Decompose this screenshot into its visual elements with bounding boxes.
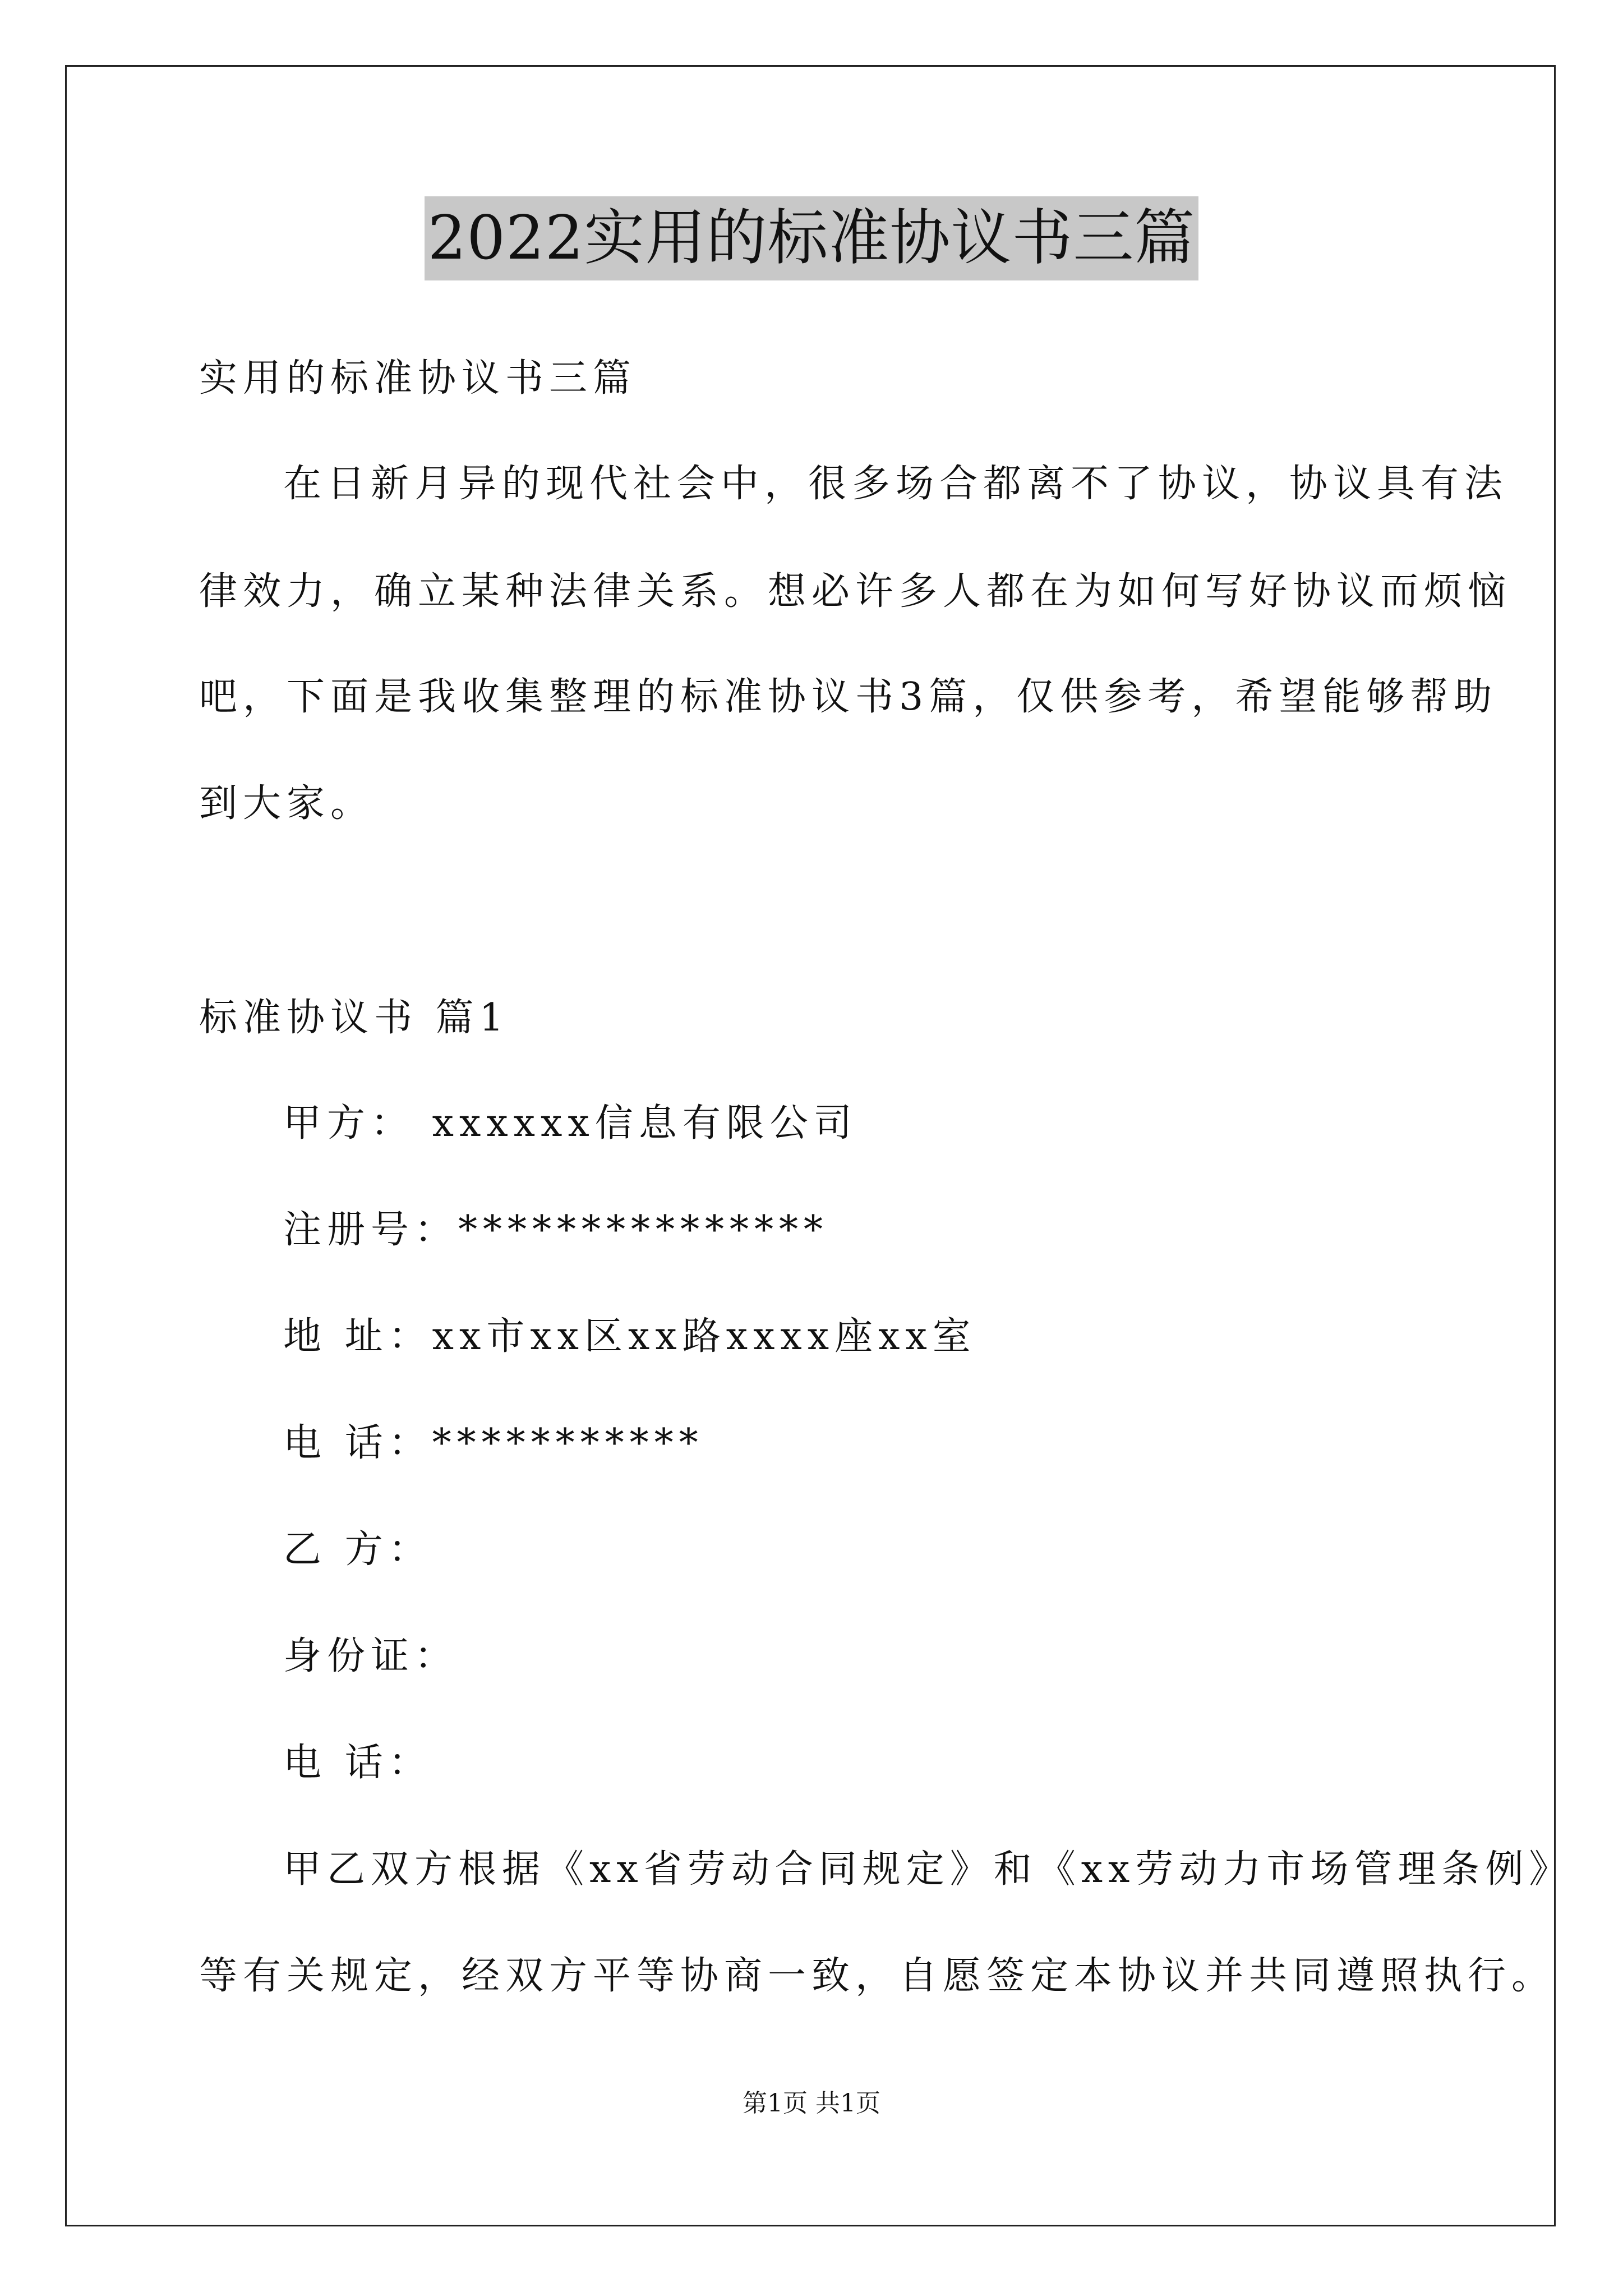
section-heading: 标准协议书 篇1 [199, 996, 509, 1040]
intro-line-1: 在日新月异的现代社会中，很多场合都离不了协议，协议具有法 [283, 462, 1509, 506]
phone-b-line: 电 话： [283, 1741, 432, 1785]
id-card-line: 身份证： [283, 1634, 459, 1678]
party-a-line: 甲方： xxxxxx信息有限公司 [283, 1101, 857, 1145]
title-container [0, 196, 1623, 280]
intro-line-2: 律效力，确立某种法律关系。想必许多人都在为如何写好协议而烦恼 [199, 569, 1512, 614]
registration-line: 注册号：*************** [283, 1208, 829, 1252]
party-b-line: 乙 方： [283, 1527, 432, 1572]
intro-line-4: 到大家。 [199, 781, 375, 826]
document-subtitle: 实用的标准协议书三篇 [199, 356, 637, 401]
agreement-line-1: 甲乙双方根据《xx省劳动合同规定》和《xx劳动力市场管理条例》 [283, 1847, 1573, 1892]
address-line: 地 址：xx市xx区xx路xxxx座xx室 [283, 1314, 976, 1359]
intro-line-3: 吧，下面是我收集整理的标准协议书3篇，仅供参考，希望能够帮助 [199, 675, 1498, 719]
phone-a-line: 电 话：*********** [283, 1421, 704, 1465]
document-title: 2022实用的标准协议书三篇 [425, 196, 1199, 280]
agreement-line-2: 等有关规定，经双方平等协商一致，自愿签定本协议并共同遵照执行。 [199, 1954, 1556, 1998]
page-footer: 第1页 共1页 [743, 2089, 880, 2118]
